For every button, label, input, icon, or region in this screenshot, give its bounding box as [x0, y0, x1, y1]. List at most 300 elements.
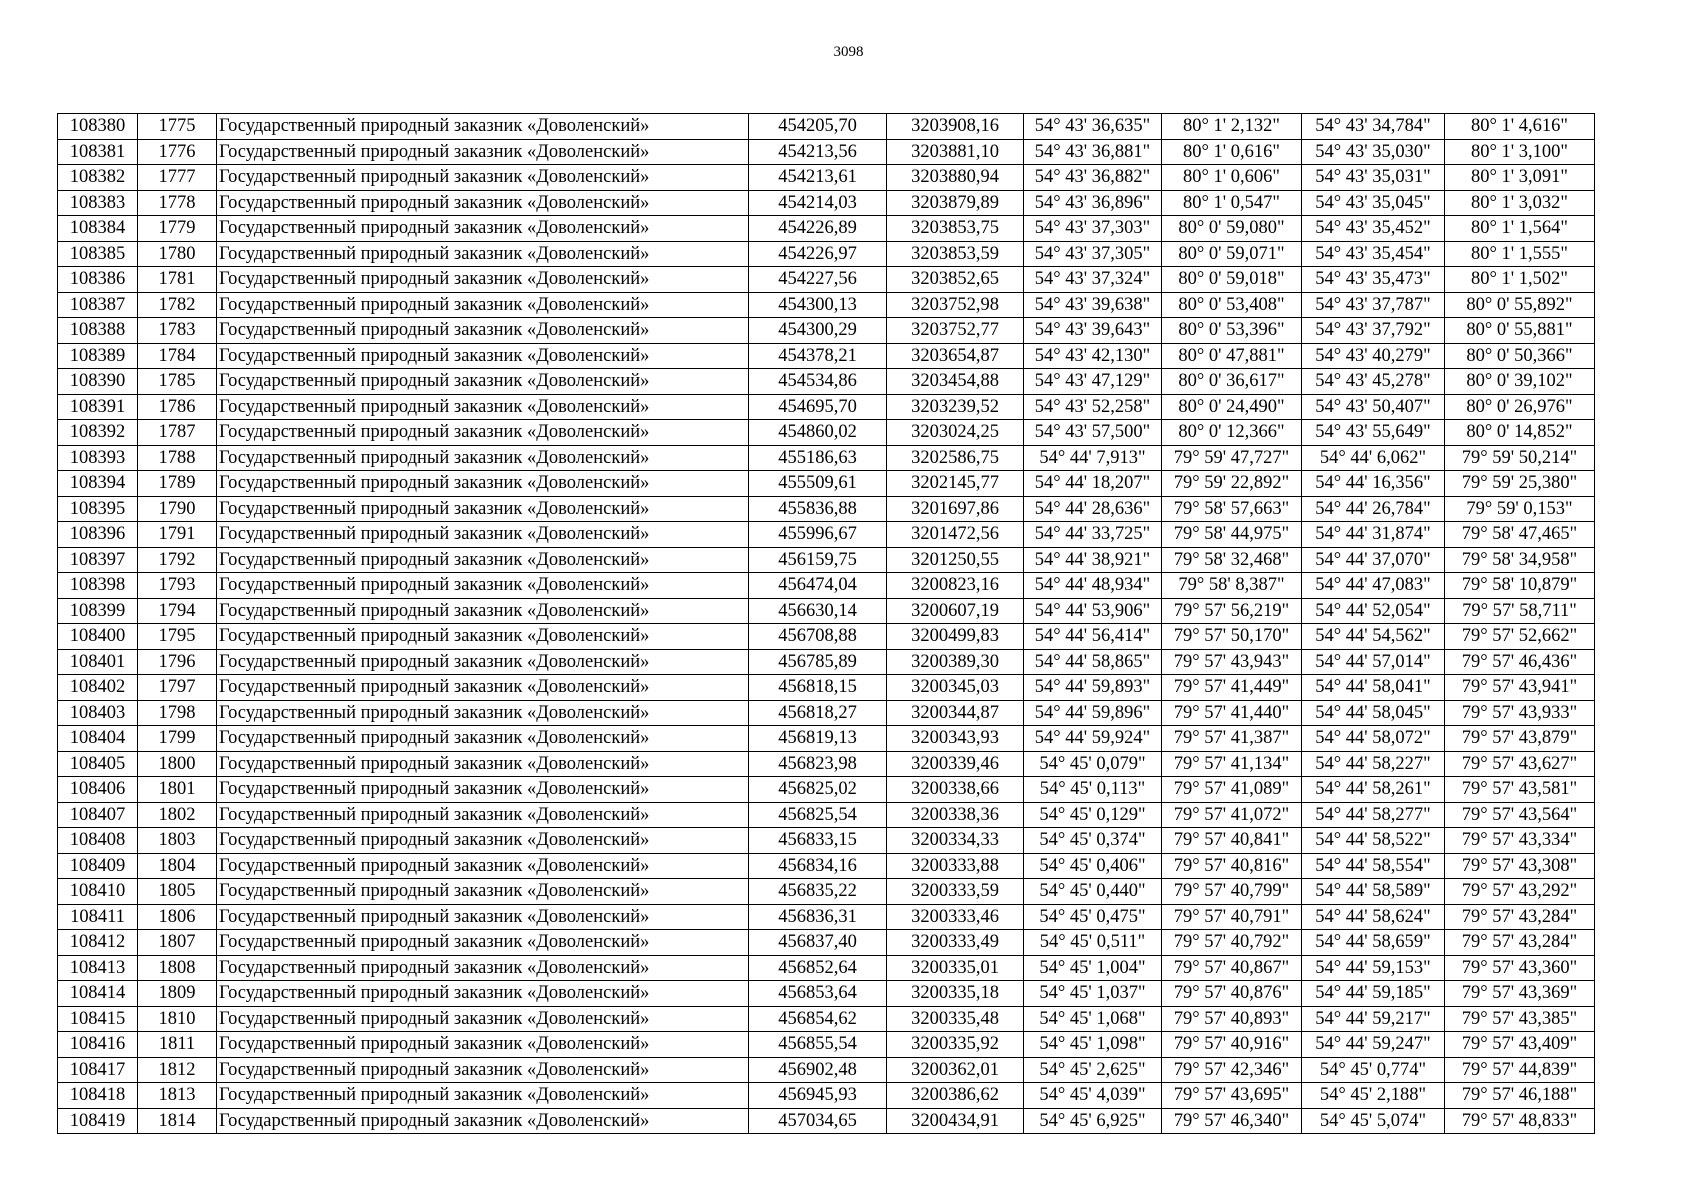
- cell-object-name: Государственный природный заказник «Доволенский»: [217, 904, 749, 930]
- cell-point-number: 1812: [138, 1057, 217, 1083]
- cell-longitude-2: 79° 57' 43,564": [1445, 802, 1595, 828]
- cell-object-name: Государственный природный заказник «Доволенский»: [217, 522, 749, 548]
- cell-longitude-2: 80° 0' 26,976": [1445, 394, 1595, 420]
- cell-longitude-1: 79° 57' 41,134": [1162, 751, 1302, 777]
- cell-latitude-1: 54° 45' 0,475": [1024, 904, 1162, 930]
- cell-record-id: 108405: [58, 751, 138, 777]
- cell-longitude-1: 79° 57' 40,792": [1162, 930, 1302, 956]
- cell-longitude-2: 79° 57' 43,879": [1445, 726, 1595, 752]
- cell-object-name: Государственный природный заказник «Доволенский»: [217, 649, 749, 675]
- cell-coord-y: 3203454,88: [887, 369, 1024, 395]
- cell-point-number: 1799: [138, 726, 217, 752]
- cell-record-id: 108406: [58, 777, 138, 803]
- cell-latitude-2: 54° 44' 58,261": [1302, 777, 1445, 803]
- cell-point-number: 1776: [138, 139, 217, 165]
- cell-coord-y: 3200333,59: [887, 879, 1024, 905]
- cell-longitude-2: 79° 57' 43,385": [1445, 1006, 1595, 1032]
- page-number: 3098: [833, 44, 864, 60]
- cell-record-id: 108390: [58, 369, 138, 395]
- cell-latitude-1: 54° 45' 1,037": [1024, 981, 1162, 1007]
- table-row: [58, 1108, 1595, 1134]
- cell-latitude-1: 54° 45' 4,039": [1024, 1083, 1162, 1109]
- cell-object-name: Государственный природный заказник «Доволенский»: [217, 139, 749, 165]
- cell-record-id: 108409: [58, 853, 138, 879]
- cell-record-id: 108393: [58, 445, 138, 471]
- cell-longitude-2: 79° 57' 43,627": [1445, 751, 1595, 777]
- cell-coord-x: 456823,98: [749, 751, 887, 777]
- cell-coord-x: 454227,56: [749, 267, 887, 293]
- cell-object-name: Государственный природный заказник «Доволенский»: [217, 216, 749, 242]
- cell-object-name: Государственный природный заказник «Доволенский»: [217, 828, 749, 854]
- cell-coord-x: 456837,40: [749, 930, 887, 956]
- cell-coord-x: 456474,04: [749, 573, 887, 599]
- cell-longitude-2: 79° 59' 0,153": [1445, 496, 1595, 522]
- cell-latitude-1: 54° 45' 1,004": [1024, 955, 1162, 981]
- cell-coord-y: 3200338,66: [887, 777, 1024, 803]
- cell-point-number: 1782: [138, 292, 217, 318]
- cell-record-id: 108412: [58, 930, 138, 956]
- cell-latitude-1: 54° 43' 37,324": [1024, 267, 1162, 293]
- cell-object-name: Государственный природный заказник «Доволенский»: [217, 471, 749, 497]
- table-row: [58, 675, 1595, 701]
- cell-coord-y: 3203852,65: [887, 267, 1024, 293]
- cell-object-name: Государственный природный заказник «Доволенский»: [217, 853, 749, 879]
- cell-coord-y: 3200434,91: [887, 1108, 1024, 1134]
- cell-point-number: 1786: [138, 394, 217, 420]
- cell-coord-x: 455186,63: [749, 445, 887, 471]
- cell-coord-y: 3200345,03: [887, 675, 1024, 701]
- table-row: [58, 343, 1595, 369]
- cell-latitude-1: 54° 44' 58,865": [1024, 649, 1162, 675]
- cell-longitude-2: 80° 1' 3,091": [1445, 165, 1595, 191]
- cell-longitude-1: 79° 57' 40,867": [1162, 955, 1302, 981]
- cell-longitude-1: 80° 1' 2,132": [1162, 114, 1302, 140]
- cell-coord-y: 3200333,46: [887, 904, 1024, 930]
- cell-longitude-1: 79° 57' 41,440": [1162, 700, 1302, 726]
- cell-record-id: 108395: [58, 496, 138, 522]
- cell-longitude-2: 79° 58' 10,879": [1445, 573, 1595, 599]
- cell-latitude-2: 54° 44' 16,356": [1302, 471, 1445, 497]
- cell-latitude-1: 54° 45' 0,113": [1024, 777, 1162, 803]
- cell-point-number: 1784: [138, 343, 217, 369]
- cell-latitude-1: 54° 45' 2,625": [1024, 1057, 1162, 1083]
- table-row: [58, 139, 1595, 165]
- cell-longitude-2: 80° 0' 55,892": [1445, 292, 1595, 318]
- cell-coord-y: 3203853,59: [887, 241, 1024, 267]
- cell-coord-x: 456825,54: [749, 802, 887, 828]
- cell-object-name: Государственный природный заказник «Доволенский»: [217, 343, 749, 369]
- cell-latitude-1: 54° 44' 59,893": [1024, 675, 1162, 701]
- cell-longitude-2: 79° 57' 43,284": [1445, 930, 1595, 956]
- cell-longitude-1: 80° 0' 59,080": [1162, 216, 1302, 242]
- cell-record-id: 108407: [58, 802, 138, 828]
- cell-latitude-2: 54° 43' 35,473": [1302, 267, 1445, 293]
- cell-object-name: Государственный природный заказник «Доволенский»: [217, 675, 749, 701]
- table-row: [58, 930, 1595, 956]
- cell-longitude-2: 80° 0' 55,881": [1445, 318, 1595, 344]
- cell-longitude-1: 79° 57' 41,387": [1162, 726, 1302, 752]
- cell-point-number: 1796: [138, 649, 217, 675]
- cell-object-name: Государственный природный заказник «Доволенский»: [217, 1006, 749, 1032]
- cell-coord-x: 456836,31: [749, 904, 887, 930]
- cell-longitude-2: 79° 57' 46,188": [1445, 1083, 1595, 1109]
- table-row: [58, 267, 1595, 293]
- cell-point-number: 1801: [138, 777, 217, 803]
- cell-coord-x: 454860,02: [749, 420, 887, 446]
- cell-coord-x: 454213,61: [749, 165, 887, 191]
- cell-longitude-1: 80° 1' 0,606": [1162, 165, 1302, 191]
- cell-latitude-1: 54° 44' 38,921": [1024, 547, 1162, 573]
- table-row: [58, 573, 1595, 599]
- cell-object-name: Государственный природный заказник «Доволенский»: [217, 114, 749, 140]
- cell-point-number: 1810: [138, 1006, 217, 1032]
- cell-object-name: Государственный природный заказник «Доволенский»: [217, 1032, 749, 1058]
- cell-point-number: 1809: [138, 981, 217, 1007]
- cell-coord-y: 3200389,30: [887, 649, 1024, 675]
- cell-latitude-1: 54° 44' 48,934": [1024, 573, 1162, 599]
- cell-latitude-2: 54° 44' 58,589": [1302, 879, 1445, 905]
- cell-coord-y: 3200333,88: [887, 853, 1024, 879]
- cell-coord-x: 456835,22: [749, 879, 887, 905]
- cell-latitude-2: 54° 44' 47,083": [1302, 573, 1445, 599]
- cell-coord-y: 3203752,77: [887, 318, 1024, 344]
- cell-coord-y: 3203880,94: [887, 165, 1024, 191]
- cell-latitude-1: 54° 45' 0,406": [1024, 853, 1162, 879]
- cell-coord-x: 456853,64: [749, 981, 887, 1007]
- cell-point-number: 1783: [138, 318, 217, 344]
- cell-point-number: 1795: [138, 624, 217, 650]
- cell-latitude-1: 54° 43' 52,258": [1024, 394, 1162, 420]
- cell-point-number: 1780: [138, 241, 217, 267]
- cell-coord-y: 3200344,87: [887, 700, 1024, 726]
- cell-record-id: 108389: [58, 343, 138, 369]
- cell-latitude-2: 54° 44' 58,554": [1302, 853, 1445, 879]
- cell-point-number: 1806: [138, 904, 217, 930]
- cell-record-id: 108392: [58, 420, 138, 446]
- cell-longitude-2: 79° 57' 58,711": [1445, 598, 1595, 624]
- table-row: [58, 904, 1595, 930]
- cell-coord-y: 3201250,55: [887, 547, 1024, 573]
- cell-record-id: 108415: [58, 1006, 138, 1032]
- table-row: [58, 981, 1595, 1007]
- cell-coord-x: 455509,61: [749, 471, 887, 497]
- cell-latitude-1: 54° 44' 53,906": [1024, 598, 1162, 624]
- cell-coord-y: 3200362,01: [887, 1057, 1024, 1083]
- cell-longitude-1: 80° 1' 0,616": [1162, 139, 1302, 165]
- cell-object-name: Государственный природный заказник «Доволенский»: [217, 930, 749, 956]
- cell-latitude-2: 54° 44' 58,522": [1302, 828, 1445, 854]
- cell-coord-x: 456852,64: [749, 955, 887, 981]
- cell-coord-y: 3200334,33: [887, 828, 1024, 854]
- cell-object-name: Государственный природный заказник «Доволенский»: [217, 267, 749, 293]
- table-row: [58, 522, 1595, 548]
- cell-latitude-1: 54° 43' 36,635": [1024, 114, 1162, 140]
- cell-point-number: 1803: [138, 828, 217, 854]
- cell-longitude-1: 79° 59' 47,727": [1162, 445, 1302, 471]
- cell-coord-x: 454300,13: [749, 292, 887, 318]
- cell-latitude-2: 54° 44' 54,562": [1302, 624, 1445, 650]
- cell-coord-y: 3200499,83: [887, 624, 1024, 650]
- table-row: [58, 955, 1595, 981]
- cell-point-number: 1805: [138, 879, 217, 905]
- cell-object-name: Государственный природный заказник «Доволенский»: [217, 624, 749, 650]
- cell-object-name: Государственный природный заказник «Доволенский»: [217, 700, 749, 726]
- cell-latitude-1: 54° 43' 37,303": [1024, 216, 1162, 242]
- table-row: [58, 216, 1595, 242]
- cell-longitude-1: 79° 57' 40,916": [1162, 1032, 1302, 1058]
- cell-point-number: 1788: [138, 445, 217, 471]
- cell-longitude-2: 79° 57' 46,436": [1445, 649, 1595, 675]
- cell-longitude-1: 79° 58' 57,663": [1162, 496, 1302, 522]
- cell-longitude-2: 79° 57' 44,839": [1445, 1057, 1595, 1083]
- table-row: [58, 1032, 1595, 1058]
- cell-coord-x: 456785,89: [749, 649, 887, 675]
- cell-record-id: 108384: [58, 216, 138, 242]
- cell-object-name: Государственный природный заказник «Доволенский»: [217, 1083, 749, 1109]
- cell-point-number: 1797: [138, 675, 217, 701]
- cell-object-name: Государственный природный заказник «Доволенский»: [217, 879, 749, 905]
- cell-point-number: 1779: [138, 216, 217, 242]
- cell-longitude-2: 79° 57' 43,308": [1445, 853, 1595, 879]
- cell-object-name: Государственный природный заказник «Доволенский»: [217, 573, 749, 599]
- cell-longitude-1: 80° 0' 59,071": [1162, 241, 1302, 267]
- cell-coord-x: 456902,48: [749, 1057, 887, 1083]
- cell-longitude-1: 79° 57' 41,449": [1162, 675, 1302, 701]
- cell-latitude-1: 54° 43' 47,129": [1024, 369, 1162, 395]
- cell-latitude-1: 54° 44' 33,725": [1024, 522, 1162, 548]
- cell-longitude-1: 79° 57' 40,816": [1162, 853, 1302, 879]
- cell-latitude-1: 54° 43' 57,500": [1024, 420, 1162, 446]
- cell-latitude-1: 54° 44' 59,896": [1024, 700, 1162, 726]
- cell-latitude-2: 54° 44' 57,014": [1302, 649, 1445, 675]
- cell-coord-y: 3203239,52: [887, 394, 1024, 420]
- cell-latitude-1: 54° 45' 0,129": [1024, 802, 1162, 828]
- cell-record-id: 108387: [58, 292, 138, 318]
- cell-latitude-2: 54° 44' 58,045": [1302, 700, 1445, 726]
- cell-longitude-2: 80° 1' 1,502": [1445, 267, 1595, 293]
- cell-coord-y: 3200343,93: [887, 726, 1024, 752]
- cell-record-id: 108417: [58, 1057, 138, 1083]
- cell-record-id: 108403: [58, 700, 138, 726]
- cell-coord-y: 3201472,56: [887, 522, 1024, 548]
- cell-coord-x: 456630,14: [749, 598, 887, 624]
- cell-record-id: 108388: [58, 318, 138, 344]
- table-row: [58, 190, 1595, 216]
- cell-latitude-2: 54° 44' 58,072": [1302, 726, 1445, 752]
- cell-record-id: 108404: [58, 726, 138, 752]
- cell-coord-x: 456825,02: [749, 777, 887, 803]
- cell-latitude-1: 54° 45' 0,079": [1024, 751, 1162, 777]
- cell-longitude-1: 80° 0' 53,408": [1162, 292, 1302, 318]
- cell-longitude-1: 79° 57' 42,346": [1162, 1057, 1302, 1083]
- cell-coord-y: 3200607,19: [887, 598, 1024, 624]
- cell-latitude-1: 54° 44' 18,207": [1024, 471, 1162, 497]
- cell-record-id: 108402: [58, 675, 138, 701]
- cell-coord-x: 455836,88: [749, 496, 887, 522]
- cell-latitude-1: 54° 44' 7,913": [1024, 445, 1162, 471]
- cell-latitude-2: 54° 45' 5,074": [1302, 1108, 1445, 1134]
- cell-longitude-2: 80° 0' 14,852": [1445, 420, 1595, 446]
- cell-longitude-2: 80° 1' 4,616": [1445, 114, 1595, 140]
- table-row: [58, 318, 1595, 344]
- table-row: [58, 471, 1595, 497]
- cell-coord-y: 3200823,16: [887, 573, 1024, 599]
- cell-latitude-1: 54° 45' 6,925": [1024, 1108, 1162, 1134]
- cell-coord-x: 456945,93: [749, 1083, 887, 1109]
- cell-point-number: 1791: [138, 522, 217, 548]
- cell-point-number: 1778: [138, 190, 217, 216]
- cell-coord-y: 3200333,49: [887, 930, 1024, 956]
- cell-longitude-2: 80° 1' 3,100": [1445, 139, 1595, 165]
- cell-longitude-2: 79° 57' 43,941": [1445, 675, 1595, 701]
- cell-latitude-2: 54° 44' 59,217": [1302, 1006, 1445, 1032]
- cell-object-name: Государственный природный заказник «Доволенский»: [217, 598, 749, 624]
- table-row: [58, 496, 1595, 522]
- cell-longitude-1: 80° 0' 59,018": [1162, 267, 1302, 293]
- cell-object-name: Государственный природный заказник «Доволенский»: [217, 981, 749, 1007]
- cell-point-number: 1792: [138, 547, 217, 573]
- cell-coord-y: 3203853,75: [887, 216, 1024, 242]
- cell-longitude-1: 80° 0' 53,396": [1162, 318, 1302, 344]
- cell-latitude-2: 54° 44' 31,874": [1302, 522, 1445, 548]
- cell-latitude-2: 54° 44' 58,227": [1302, 751, 1445, 777]
- cell-latitude-2: 54° 44' 26,784": [1302, 496, 1445, 522]
- cell-longitude-2: 80° 1' 1,564": [1445, 216, 1595, 242]
- cell-longitude-1: 79° 57' 41,089": [1162, 777, 1302, 803]
- cell-coord-y: 3201697,86: [887, 496, 1024, 522]
- cell-object-name: Государственный природный заказник «Доволенский»: [217, 394, 749, 420]
- cell-object-name: Государственный природный заказник «Доволенский»: [217, 445, 749, 471]
- cell-object-name: Государственный природный заказник «Доволенский»: [217, 751, 749, 777]
- cell-point-number: 1802: [138, 802, 217, 828]
- cell-latitude-2: 54° 43' 35,031": [1302, 165, 1445, 191]
- cell-record-id: 108394: [58, 471, 138, 497]
- cell-coord-y: 3200339,46: [887, 751, 1024, 777]
- cell-longitude-2: 79° 57' 43,409": [1445, 1032, 1595, 1058]
- cell-coord-y: 3200335,48: [887, 1006, 1024, 1032]
- cell-longitude-1: 79° 57' 43,695": [1162, 1083, 1302, 1109]
- cell-latitude-2: 54° 43' 34,784": [1302, 114, 1445, 140]
- table-row: [58, 394, 1595, 420]
- cell-record-id: 108382: [58, 165, 138, 191]
- cell-point-number: 1813: [138, 1083, 217, 1109]
- table-row: [58, 726, 1595, 752]
- cell-point-number: 1793: [138, 573, 217, 599]
- cell-latitude-2: 54° 44' 6,062": [1302, 445, 1445, 471]
- cell-longitude-1: 79° 58' 8,387": [1162, 573, 1302, 599]
- cell-longitude-1: 79° 57' 40,791": [1162, 904, 1302, 930]
- cell-longitude-1: 79° 57' 41,072": [1162, 802, 1302, 828]
- cell-coord-x: 456818,15: [749, 675, 887, 701]
- cell-longitude-1: 79° 57' 56,219": [1162, 598, 1302, 624]
- cell-coord-x: 454226,89: [749, 216, 887, 242]
- cell-longitude-2: 79° 57' 43,334": [1445, 828, 1595, 854]
- table-row: [58, 828, 1595, 854]
- cell-longitude-2: 79° 58' 34,958": [1445, 547, 1595, 573]
- cell-longitude-2: 80° 0' 50,366": [1445, 343, 1595, 369]
- cell-latitude-1: 54° 43' 39,638": [1024, 292, 1162, 318]
- cell-longitude-2: 80° 0' 39,102": [1445, 369, 1595, 395]
- cell-point-number: 1781: [138, 267, 217, 293]
- cell-record-id: 108401: [58, 649, 138, 675]
- cell-object-name: Государственный природный заказник «Доволенский»: [217, 777, 749, 803]
- cell-coord-y: 3203024,25: [887, 420, 1024, 446]
- cell-record-id: 108419: [58, 1108, 138, 1134]
- cell-record-id: 108413: [58, 955, 138, 981]
- table-row: [58, 1057, 1595, 1083]
- table-row: [58, 445, 1595, 471]
- cell-latitude-1: 54° 45' 0,440": [1024, 879, 1162, 905]
- cell-record-id: 108400: [58, 624, 138, 650]
- table-row: [58, 1006, 1595, 1032]
- cell-latitude-2: 54° 45' 0,774": [1302, 1057, 1445, 1083]
- cell-longitude-1: 79° 57' 40,893": [1162, 1006, 1302, 1032]
- cell-longitude-2: 79° 58' 47,465": [1445, 522, 1595, 548]
- cell-coord-x: 454214,03: [749, 190, 887, 216]
- cell-longitude-2: 79° 57' 43,933": [1445, 700, 1595, 726]
- cell-coord-x: 456834,16: [749, 853, 887, 879]
- cell-latitude-2: 54° 44' 52,054": [1302, 598, 1445, 624]
- cell-latitude-1: 54° 43' 36,896": [1024, 190, 1162, 216]
- cell-record-id: 108386: [58, 267, 138, 293]
- cell-record-id: 108410: [58, 879, 138, 905]
- cell-record-id: 108391: [58, 394, 138, 420]
- cell-coord-x: 454205,70: [749, 114, 887, 140]
- cell-object-name: Государственный природный заказник «Доволенский»: [217, 496, 749, 522]
- table-row: [58, 165, 1595, 191]
- cell-object-name: Государственный природный заказник «Доволенский»: [217, 547, 749, 573]
- table-row: [58, 1083, 1595, 1109]
- cell-coord-y: 3200386,62: [887, 1083, 1024, 1109]
- cell-record-id: 108383: [58, 190, 138, 216]
- cell-point-number: 1787: [138, 420, 217, 446]
- cell-coord-x: 456708,88: [749, 624, 887, 650]
- cell-latitude-2: 54° 43' 40,279": [1302, 343, 1445, 369]
- table-row: [58, 114, 1595, 140]
- cell-point-number: 1777: [138, 165, 217, 191]
- cell-longitude-1: 79° 57' 46,340": [1162, 1108, 1302, 1134]
- cell-latitude-2: 54° 44' 59,185": [1302, 981, 1445, 1007]
- cell-latitude-2: 54° 43' 55,649": [1302, 420, 1445, 446]
- cell-latitude-1: 54° 45' 0,511": [1024, 930, 1162, 956]
- cell-latitude-1: 54° 45' 1,068": [1024, 1006, 1162, 1032]
- table-row: [58, 420, 1595, 446]
- cell-coord-x: 454226,97: [749, 241, 887, 267]
- cell-coord-x: 456159,75: [749, 547, 887, 573]
- cell-point-number: 1808: [138, 955, 217, 981]
- cell-latitude-2: 54° 43' 37,792": [1302, 318, 1445, 344]
- cell-object-name: Государственный природный заказник «Доволенский»: [217, 420, 749, 446]
- cell-longitude-2: 79° 57' 43,581": [1445, 777, 1595, 803]
- cell-record-id: 108396: [58, 522, 138, 548]
- cell-coord-x: 456854,62: [749, 1006, 887, 1032]
- table-row: [58, 751, 1595, 777]
- cell-latitude-2: 54° 43' 50,407": [1302, 394, 1445, 420]
- cell-point-number: 1775: [138, 114, 217, 140]
- cell-coord-x: 455996,67: [749, 522, 887, 548]
- cell-coord-y: 3200335,01: [887, 955, 1024, 981]
- coordinates-table: [57, 113, 1595, 1134]
- cell-longitude-1: 80° 0' 12,366": [1162, 420, 1302, 446]
- cell-object-name: Государственный природный заказник «Доволенский»: [217, 1057, 749, 1083]
- cell-coord-x: 457034,65: [749, 1108, 887, 1134]
- cell-latitude-1: 54° 43' 36,882": [1024, 165, 1162, 191]
- cell-latitude-2: 54° 43' 35,045": [1302, 190, 1445, 216]
- cell-point-number: 1794: [138, 598, 217, 624]
- table-row: [58, 802, 1595, 828]
- cell-latitude-2: 54° 43' 35,030": [1302, 139, 1445, 165]
- cell-latitude-2: 54° 44' 58,624": [1302, 904, 1445, 930]
